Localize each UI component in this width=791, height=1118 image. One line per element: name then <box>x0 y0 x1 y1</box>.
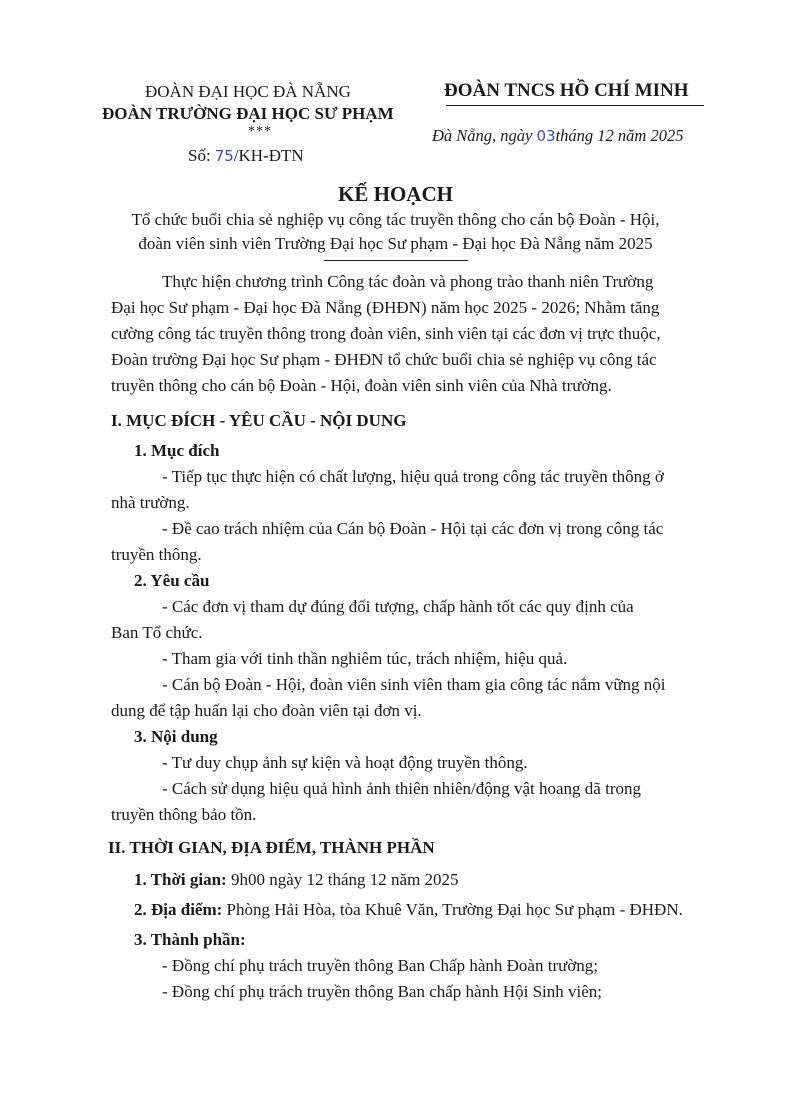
date-prefix: Đà Nẵng, ngày <box>432 126 533 145</box>
stars-separator: *** <box>248 124 272 139</box>
union-name: ĐOÀN TNCS HỒ CHÍ MINH <box>444 80 689 101</box>
date-line <box>432 126 683 146</box>
org-line-1: ĐOÀN ĐẠI HỌC ĐÀ NẴNG <box>145 82 351 101</box>
intro-line: cường công tác truyền thông trong đoàn viên, sinh viên tại các đơn vị trực thuộc, <box>111 324 661 343</box>
purpose-line: nhà trường. <box>111 493 190 512</box>
requirements-line: - Cán bộ Đoàn - Hội, đoàn viên sinh viên tham gia công tác nắm vững nội <box>162 675 666 694</box>
content-line: truyền thông bảo tồn. <box>111 805 257 824</box>
participant-line: - Đồng chí phụ trách truyền thông Ban Chấp hành Đoàn trường; <box>162 956 599 975</box>
title-subtitle-line-1: Tổ chức buổi chia sẻ nghiệp vụ công tác truyền thông cho cán bộ Đoàn - Hội, <box>131 210 660 229</box>
title-subtitle-line-2: đoàn viên sinh viên Trường Đại học Sư phạm - Đại học Đà Nẵng năm 2025 <box>138 234 653 253</box>
time-value: 9h00 ngày 12 tháng 12 năm 2025 <box>230 870 459 889</box>
content-line: - Tư duy chụp ảnh sự kiện và hoạt động truyền thông. <box>162 753 528 772</box>
purpose-line: truyền thông. <box>111 545 202 564</box>
purpose-heading: 1. Mục đích <box>134 441 220 460</box>
requirements-line: - Tham gia với tinh thần nghiêm túc, trách nhiệm, hiệu quả. <box>162 649 568 668</box>
intro-line: Thực hiện chương trình Công tác đoàn và phong trào thanh niên Trường <box>162 272 654 291</box>
intro-line: Đoàn trường Đại học Sư phạm - ĐHĐN tổ chức buổi chia sẻ nghiệp vụ công tác <box>111 350 657 369</box>
content-line: - Cách sử dụng hiệu quả hình ảnh thiên nhiên/động vật hoang dã trong <box>162 779 641 798</box>
place-line <box>134 900 683 920</box>
requirements-line: - Các đơn vị tham dự đúng đối tượng, chấp hành tốt các quy định của <box>162 597 634 616</box>
requirements-line: Ban Tổ chức. <box>111 623 203 642</box>
place-value: Phòng Hải Hòa, tòa Khuê Văn, Trường Đại học Sư phạm - ĐHĐN. <box>226 900 683 919</box>
purpose-line: - Đề cao trách nhiệm của Cán bộ Đoàn - Hội tại các đơn vị trong công tác <box>162 519 664 538</box>
title-underline <box>324 260 468 261</box>
intro-line: Đại học Sư phạm - Đại học Đà Nẵng (ĐHĐN) năm học 2025 - 2026; Nhằm tăng <box>111 298 660 317</box>
participants-heading: 3. Thành phần: <box>134 930 246 949</box>
purpose-line: - Tiếp tục thực hiện có chất lượng, hiệu quả trong công tác truyền thông ở <box>162 467 664 486</box>
number-prefix: Số: <box>188 146 211 165</box>
place-label: 2. Địa điểm: <box>134 900 223 919</box>
section-2-heading: II. THỜI GIAN, ĐỊA ĐIỂM, THÀNH PHẦN <box>108 838 435 857</box>
org-line-2: ĐOÀN TRƯỜNG ĐẠI HỌC SƯ PHẠM <box>102 104 394 123</box>
participant-line: - Đồng chí phụ trách truyền thông Ban chấp hành Hội Sinh viên; <box>162 982 603 1001</box>
content-heading: 3. Nội dung <box>134 727 218 746</box>
document-number <box>188 146 304 166</box>
number-suffix: /KH-ĐTN <box>233 146 304 165</box>
requirements-line: dung để tập huấn lại cho đoàn viên tại đơn vị. <box>111 701 422 720</box>
intro-line: truyền thông cho cán bộ Đoàn - Hội, đoàn viên sinh viên của Nhà trường. <box>111 376 612 395</box>
section-1-heading: I. MỤC ĐÍCH - YÊU CẦU - NỘI DUNG <box>111 411 407 430</box>
time-label: 1. Thời gian: <box>134 870 227 889</box>
date-day-handwritten: 03 <box>536 127 556 145</box>
union-underline <box>446 105 704 106</box>
date-suffix: tháng 12 năm 2025 <box>555 126 684 145</box>
number-handwritten: 75 <box>214 147 234 165</box>
requirements-heading: 2. Yêu cầu <box>134 571 210 590</box>
time-line <box>134 870 459 890</box>
document-title: KẾ HOẠCH <box>338 182 453 206</box>
